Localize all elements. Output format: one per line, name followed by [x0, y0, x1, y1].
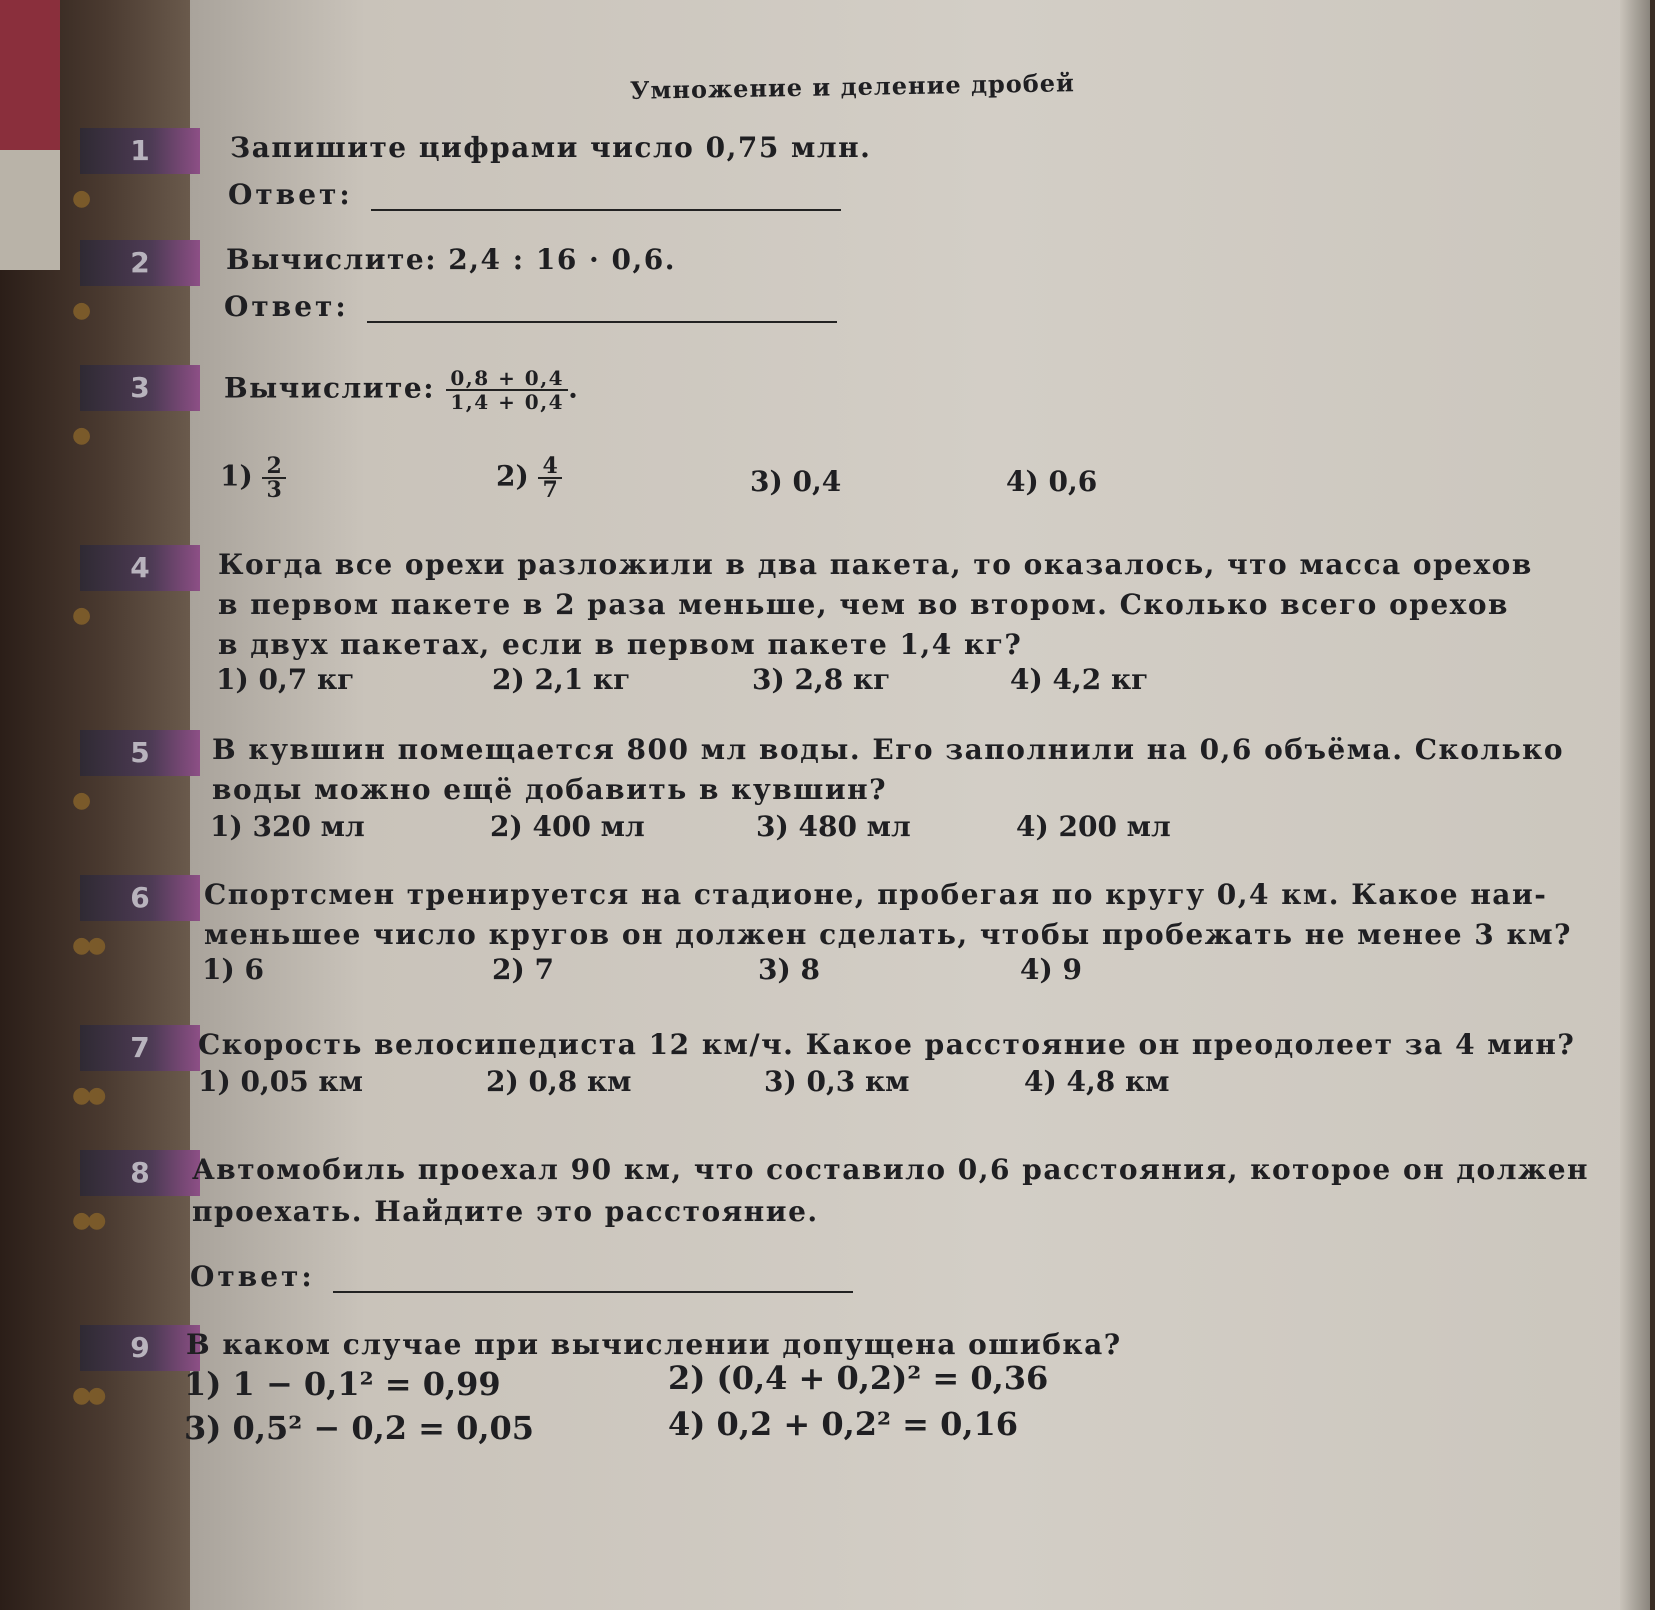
option-2[interactable]: 2) 2,1 кг [492, 663, 631, 696]
task-number: 3 [80, 365, 200, 411]
option-2[interactable]: 2) 0,8 км [486, 1065, 632, 1098]
option-1[interactable]: 1) 1 − 0,1² = 0,99 [184, 1365, 501, 1403]
task-number: 2 [80, 240, 200, 286]
fraction-numerator: 2 [262, 455, 285, 479]
option-2[interactable]: 2) 400 мл [490, 810, 645, 843]
option-1[interactable]: 1) 6 [202, 953, 264, 986]
answer-label: Ответ: [224, 290, 349, 323]
option-label: 2) [496, 459, 529, 493]
option-3[interactable]: 3) 2,8 кг [752, 663, 891, 696]
answer-row [228, 178, 841, 211]
option-1[interactable]: 1) 320 мл [210, 810, 365, 843]
page-right-edge [1620, 0, 1650, 1610]
task-text-line-2: меньшее число кругов он должен сделать, чтобы пробежать не менее 3 км? [204, 918, 1572, 951]
answer-row [190, 1260, 853, 1293]
fraction-numerator: 0,8 + 0,4 [446, 367, 568, 391]
task-text-line-1: Спортсмен тренируется на стадионе, пробегая по кругу 0,4 км. Какое наи- [204, 878, 1548, 911]
option-3[interactable]: 3) 8 [758, 953, 820, 986]
task-prefix: Вычислите: [224, 371, 436, 405]
fraction [446, 367, 568, 413]
difficulty-dots: ●● [72, 933, 103, 958]
difficulty-dots: ● [72, 298, 88, 323]
task-number: 9 [80, 1325, 200, 1371]
option-4[interactable]: 4) 0,2 + 0,2² = 0,16 [668, 1405, 1019, 1443]
option-3[interactable]: 3) 0,4 [750, 465, 842, 498]
task-text-line-2: проехать. Найдите это расстояние. [192, 1195, 819, 1228]
task-text: Вычислите: $\frac{0,8 + 0,4}{1,4 + 0,4}$ . [224, 366, 580, 414]
option-4[interactable]: 4) 4,8 км [1024, 1065, 1170, 1098]
difficulty-dots: ● [72, 186, 88, 211]
difficulty-dots: ●● [72, 1083, 103, 1108]
option-label: 1) [220, 459, 253, 493]
option-3[interactable]: 3) 0,5² − 0,2 = 0,05 [184, 1409, 535, 1447]
task-text-line-2: в первом пакете в 2 раза меньше, чем во втором. Сколько всего орехов [218, 588, 1510, 621]
task-text: Запишите цифрами число 0,75 млн. [230, 131, 872, 164]
task-text: Скорость велосипедиста 12 км/ч. Какое расстояние он преодолеет за 4 мин? [198, 1028, 1576, 1061]
task-text-line-3: в двух пакетах, если в первом пакете 1,4 кг? [218, 628, 1023, 661]
fraction [538, 455, 561, 501]
task-number: 5 [80, 730, 200, 776]
answer-field[interactable] [367, 293, 837, 323]
left-page-sheet [0, 150, 60, 270]
fraction-denominator: 1,4 + 0,4 [450, 390, 565, 414]
answer-row [224, 290, 837, 323]
option-3[interactable]: 3) 480 мл [756, 810, 911, 843]
difficulty-dots: ●● [72, 1208, 103, 1233]
difficulty-dots: ● [72, 423, 88, 448]
task-number: 4 [80, 545, 200, 591]
page-title: Умножение и деление дробей [629, 68, 1076, 105]
difficulty-dots: ● [72, 603, 88, 628]
left-page-cover [0, 0, 60, 160]
option-3[interactable]: 3) 0,3 км [764, 1065, 910, 1098]
option-2[interactable] [496, 455, 562, 501]
fraction-denominator: 7 [542, 477, 558, 503]
option-1[interactable]: 1) 0,7 кг [216, 663, 355, 696]
task-number: 6 [80, 875, 200, 921]
task-number: 1 [80, 128, 200, 174]
task-text: В каком случае при вычислении допущена ошибка? [186, 1328, 1122, 1361]
fraction-numerator: 4 [538, 455, 561, 479]
option-2[interactable]: 2) (0,4 + 0,2)² = 0,36 [668, 1359, 1049, 1397]
task-text-line-1: Когда все орехи разложили в два пакета, то оказалось, что масса орехов [218, 548, 1533, 581]
option-2[interactable]: 2) 7 [492, 953, 554, 986]
answer-label: Ответ: [190, 1260, 315, 1293]
difficulty-dots: ● [72, 788, 88, 813]
option-4[interactable]: 4) 4,2 кг [1010, 663, 1149, 696]
fraction [262, 455, 285, 501]
answer-field[interactable] [333, 1263, 853, 1293]
workbook-page [72, 0, 1650, 1610]
fraction-denominator: 3 [266, 477, 282, 503]
option-4[interactable]: 4) 0,6 [1006, 465, 1098, 498]
option-4[interactable]: 4) 9 [1020, 953, 1082, 986]
option-4[interactable]: 4) 200 мл [1016, 810, 1171, 843]
task-text-line-1: В кувшин помещается 800 мл воды. Его заполнили на 0,6 объёма. Сколько [212, 733, 1565, 766]
task-number: 7 [80, 1025, 200, 1071]
difficulty-dots: ●● [72, 1383, 103, 1408]
task-text-line-2: воды можно ещё добавить в кувшин? [212, 773, 888, 806]
answer-label: Ответ: [228, 178, 353, 211]
task-text-line-1: Автомобиль проехал 90 км, что составило 0,6 расстояния, которое он должен [192, 1153, 1590, 1186]
option-1[interactable]: 1) 0,05 км [198, 1065, 363, 1098]
task-number: 8 [80, 1150, 200, 1196]
answer-field[interactable] [371, 181, 841, 211]
task-text: Вычислите: 2,4 : 16 · 0,6. [226, 243, 677, 276]
option-1[interactable] [220, 455, 286, 501]
